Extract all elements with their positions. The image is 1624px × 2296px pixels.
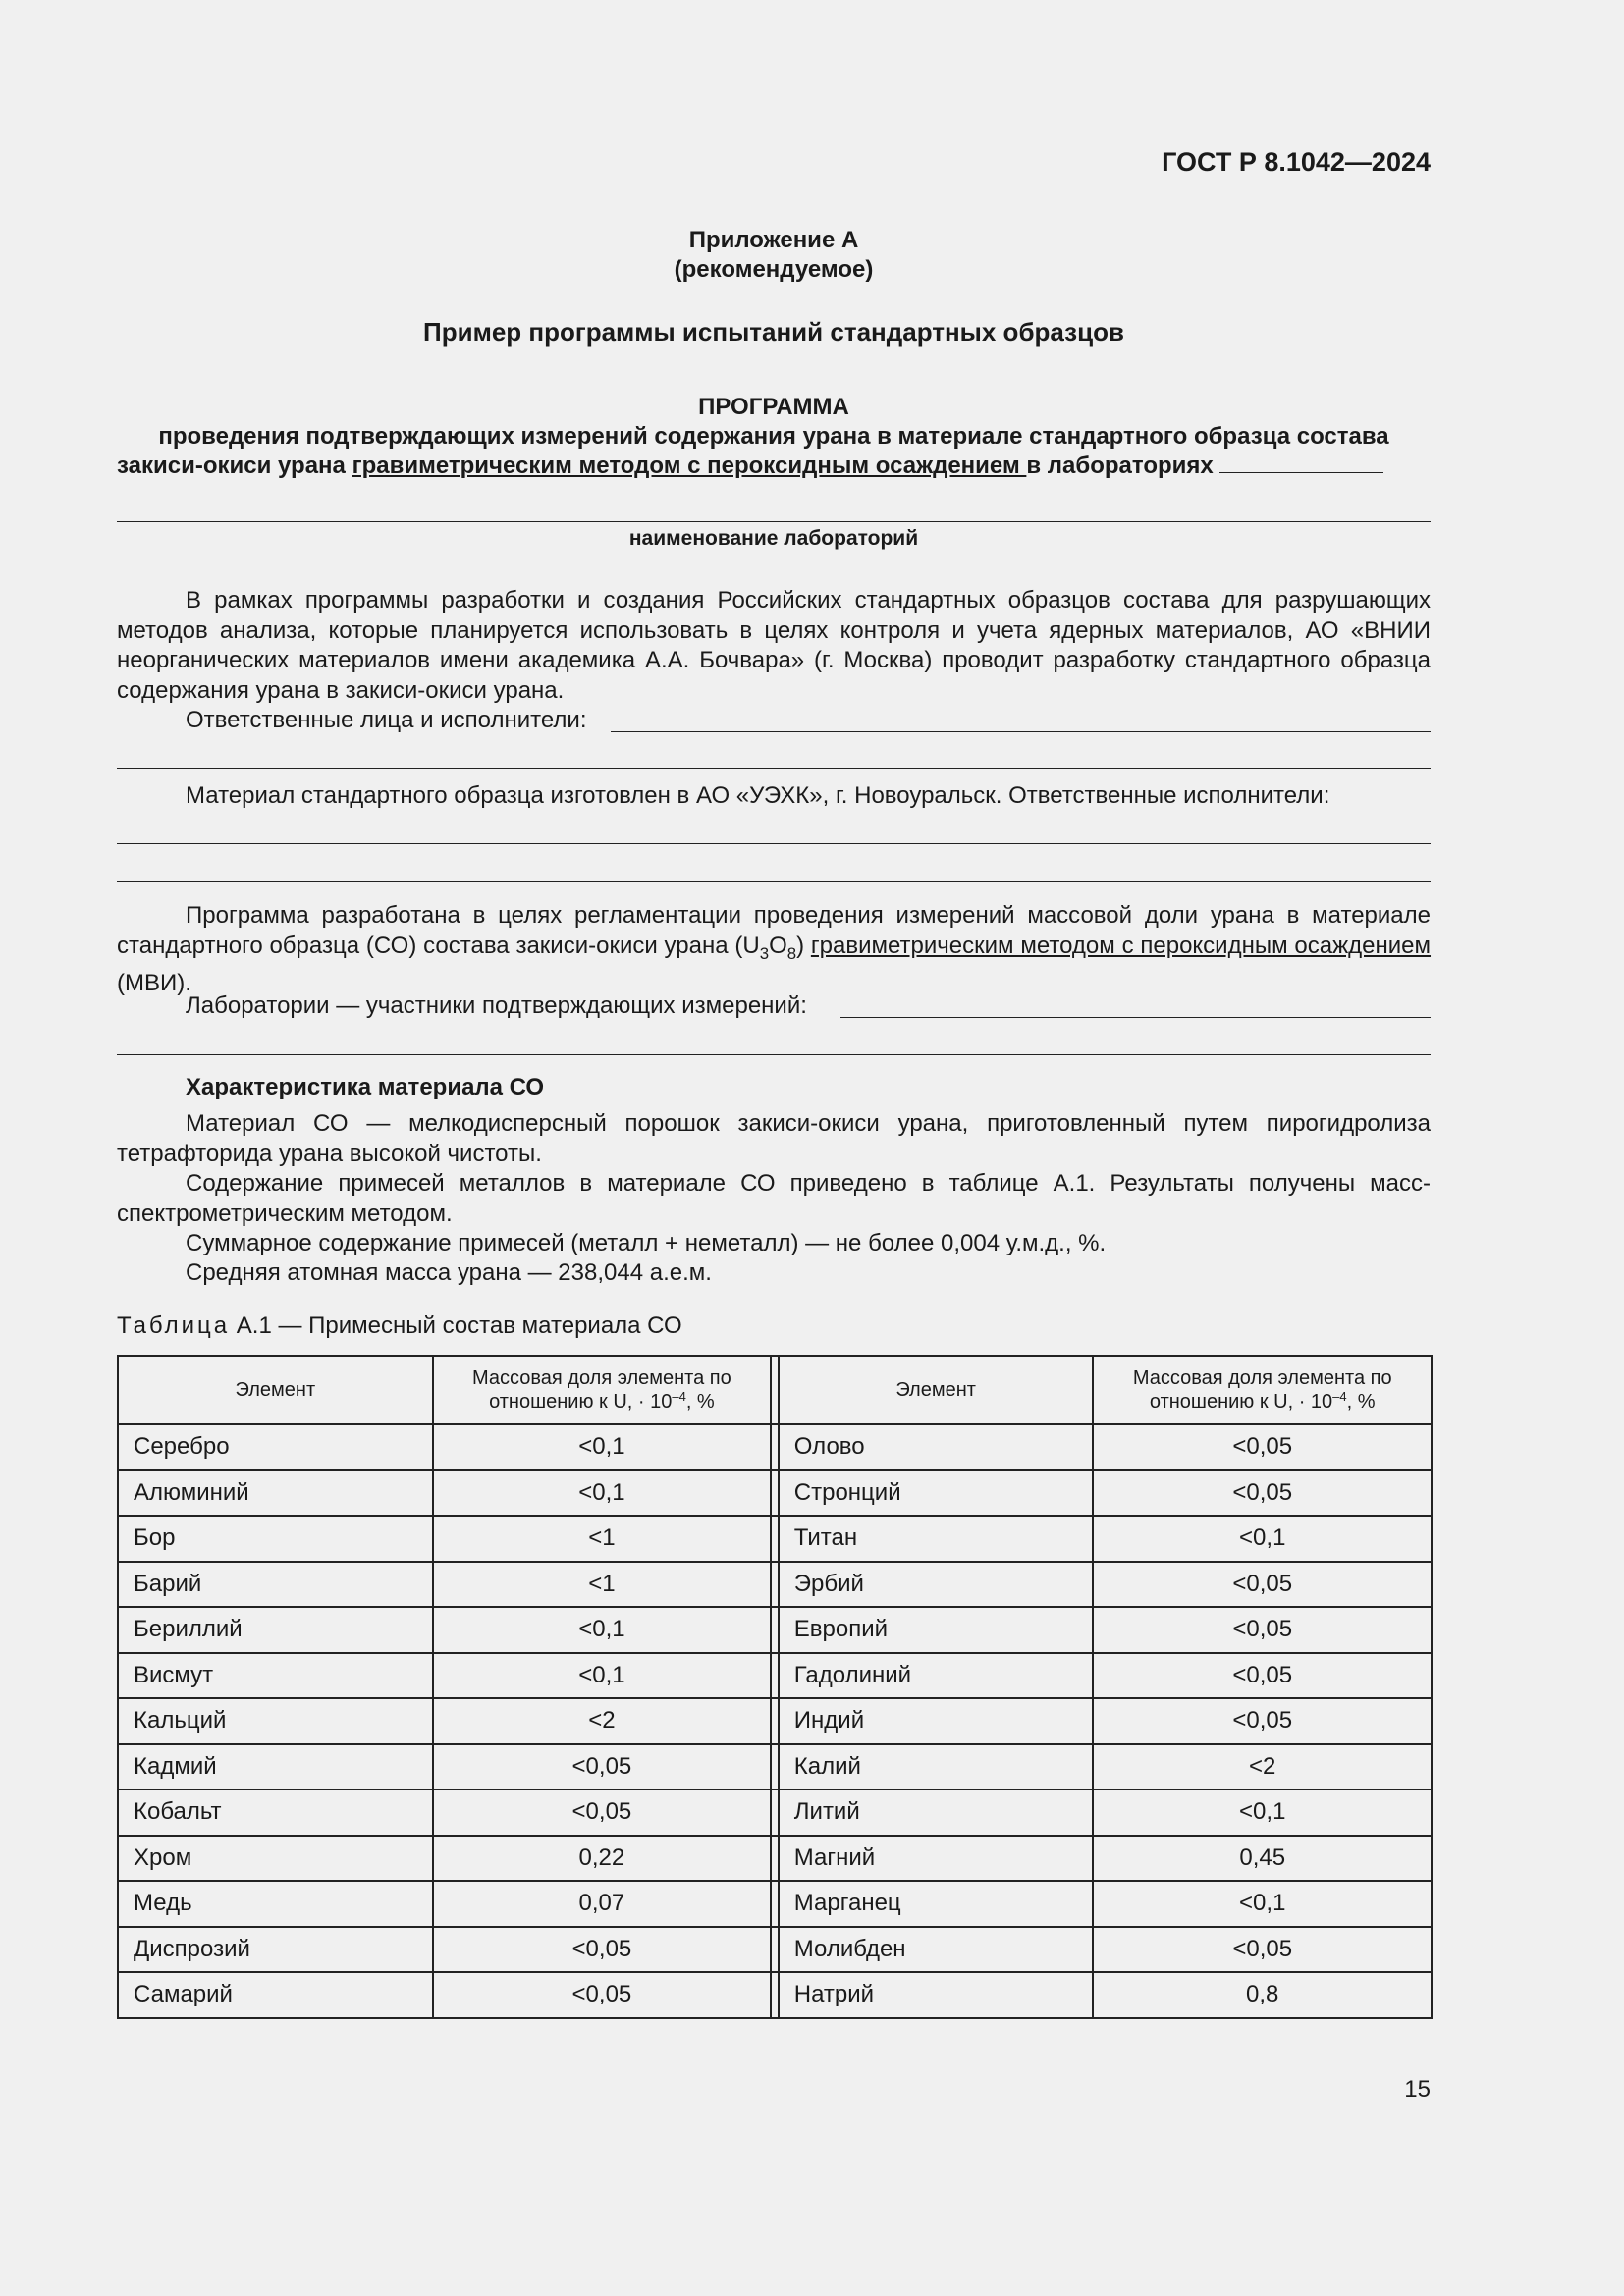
- value-cell: <0,1: [433, 1653, 771, 1699]
- labs-participants-blank: [840, 1017, 1431, 1018]
- table-row: [118, 1836, 1432, 1882]
- element-cell: Титан: [779, 1516, 1094, 1562]
- impurities-description: Содержание примесей металлов в материале СО приведено в таблице А.1. Результаты получены масс-спектрометрическим методом.: [117, 1170, 1431, 1227]
- table-caption: А.1 — Примесный состав материала СО: [230, 1312, 682, 1339]
- value-cell: <1: [433, 1562, 771, 1608]
- value-cell: <0,1: [1093, 1789, 1432, 1836]
- table-row: [118, 1698, 1432, 1744]
- element-cell: Европий: [779, 1607, 1094, 1653]
- table-separator: [771, 1881, 779, 1927]
- table-separator: [771, 1562, 779, 1608]
- table-separator: [771, 1607, 779, 1653]
- value-cell: 0,07: [433, 1881, 771, 1927]
- executors-rule-1: [117, 843, 1431, 844]
- material-description: Материал СО — мелкодисперсный порошок закиси-окиси урана, приготовленный путем пирогидролиза тетрафторида урана высокой чистоты.: [117, 1110, 1431, 1167]
- lab-name-rule: [117, 521, 1431, 522]
- table-row: [118, 1424, 1432, 1470]
- element-cell: Бор: [118, 1516, 433, 1562]
- program-purpose-method: гравиметрическим методом с пероксидным осаждением: [810, 932, 1432, 959]
- table-separator: [771, 1470, 779, 1517]
- value-cell: <0,05: [1093, 1562, 1432, 1608]
- table-header-row: [118, 1356, 1432, 1424]
- table-row: [118, 1927, 1432, 1973]
- element-cell: Хром: [118, 1836, 433, 1882]
- responsible-label: Ответственные лица и исполнители:: [186, 707, 587, 733]
- appendix-heading: [117, 226, 1431, 285]
- value-cell: <0,1: [1093, 1881, 1432, 1927]
- table-row: [118, 1789, 1432, 1836]
- element-cell: Марганец: [779, 1881, 1094, 1927]
- table-body: [118, 1424, 1432, 2018]
- value-cell: <0,05: [1093, 1470, 1432, 1517]
- appendix-title: Приложение А: [688, 227, 859, 253]
- appendix-type: (рекомендуемое): [674, 256, 874, 283]
- program-heading: ПРОГРАММА: [698, 394, 849, 420]
- table-row: [118, 1881, 1432, 1927]
- table-separator: [771, 1698, 779, 1744]
- element-cell: Бериллий: [118, 1607, 433, 1653]
- material-made-line: [117, 781, 1431, 811]
- standard-id: ГОСТ Р 8.1042—2024: [1162, 147, 1431, 177]
- program-line2-start: закиси-окиси урана: [117, 453, 352, 479]
- table-separator: [771, 1424, 779, 1470]
- element-cell: Магний: [779, 1836, 1094, 1882]
- responsible-blank: [611, 731, 1431, 732]
- table-title: [117, 1312, 682, 1340]
- table-row: [118, 1607, 1432, 1653]
- header-element-1: Элемент: [118, 1356, 433, 1424]
- executors-rule-2: [117, 881, 1431, 882]
- value-cell: <0,1: [1093, 1516, 1432, 1562]
- element-cell: Эрбий: [779, 1562, 1094, 1608]
- program-line2-end: в лабораториях: [1026, 453, 1214, 479]
- program-subtitle-line1: проведения подтверждающих измерений содержания урана в материале стандартного образца состава: [158, 423, 1389, 450]
- element-cell: Индий: [779, 1698, 1094, 1744]
- element-cell: Барий: [118, 1562, 433, 1608]
- value-cell: 0,22: [433, 1836, 771, 1882]
- value-cell: <0,1: [433, 1470, 771, 1517]
- header-fraction-2: Массовая доля элемента по отношению к U, · $10^{-4}$, %: [1093, 1356, 1432, 1424]
- value-cell: <0,05: [1093, 1698, 1432, 1744]
- value-cell: <0,05: [1093, 1424, 1432, 1470]
- table-row: [118, 1516, 1432, 1562]
- element-cell: Натрий: [779, 1972, 1094, 2018]
- intro-paragraph: В рамках программы разработки и создания Российских стандартных образцов состава для разрушающих методов анализа, которые планируется использовать в целях контроля и учета ядерных материалов, АО «ВНИИ неорганических материалов имени академика А.А. Бочвара» (г. Москва) проводит разработку стандартного образца содержания урана в закиси-окиси урана.: [117, 587, 1431, 704]
- labs-participants-label: Лаборатории — участники подтверждающих измерений:: [186, 992, 807, 1019]
- table-row: [118, 1653, 1432, 1699]
- responsible-rule: [117, 768, 1431, 769]
- page-number: 15: [1404, 2076, 1431, 2103]
- element-cell: Алюминий: [118, 1470, 433, 1517]
- element-cell: Кальций: [118, 1698, 433, 1744]
- material-made-text: Материал стандартного образца изготовлен в АО «УЭХК», г. Новоуральск. Ответственные исполнители:: [186, 782, 1330, 809]
- value-cell: <2: [1093, 1744, 1432, 1790]
- table-separator: [771, 1356, 779, 1424]
- table-row: [118, 1972, 1432, 2018]
- table-row: [118, 1744, 1432, 1790]
- value-cell: <0,05: [1093, 1607, 1432, 1653]
- value-cell: <0,05: [1093, 1653, 1432, 1699]
- value-cell: <0,05: [433, 1927, 771, 1973]
- element-cell: Стронций: [779, 1470, 1094, 1517]
- labs-participants-rule: [117, 1054, 1431, 1055]
- element-cell: Гадолиний: [779, 1653, 1094, 1699]
- lab-name-blank: [1219, 472, 1383, 473]
- value-cell: <0,05: [433, 1744, 771, 1790]
- value-cell: <0,1: [433, 1424, 771, 1470]
- atomic-mass: Средняя атомная масса урана — 238,044 а.е.м.: [186, 1259, 712, 1286]
- element-cell: Кадмий: [118, 1744, 433, 1790]
- table-row: [118, 1470, 1432, 1517]
- table-row: [118, 1562, 1432, 1608]
- value-cell: <1: [433, 1516, 771, 1562]
- element-cell: Калий: [779, 1744, 1094, 1790]
- impurity-table: [117, 1355, 1433, 2019]
- element-cell: Медь: [118, 1881, 433, 1927]
- characteristic-heading: Характеристика материала СО: [186, 1074, 545, 1100]
- element-cell: Висмут: [118, 1653, 433, 1699]
- value-cell: <0,05: [433, 1789, 771, 1836]
- element-cell: Литий: [779, 1789, 1094, 1836]
- value-cell: 0,45: [1093, 1836, 1432, 1882]
- element-cell: Олово: [779, 1424, 1094, 1470]
- example-title: Пример программы испытаний стандартных образцов: [423, 317, 1124, 347]
- value-cell: <2: [433, 1698, 771, 1744]
- program-subtitle-line2: [117, 452, 1431, 481]
- table-separator: [771, 1789, 779, 1836]
- table-separator: [771, 1927, 779, 1973]
- value-cell: <0,05: [1093, 1927, 1432, 1973]
- table-separator: [771, 1836, 779, 1882]
- total-impurities: Суммарное содержание примесей (металл + неметалл) — не более 0,004 у.м.д., %.: [186, 1230, 1107, 1256]
- header-element-2: Элемент: [779, 1356, 1094, 1424]
- element-cell: Кобальт: [118, 1789, 433, 1836]
- table-separator: [771, 1972, 779, 2018]
- program-purpose-paragraph: Программа разработана в целях регламентации проведения измерений массовой доли урана в материале стандартного образца (СО) состава закиси-окиси урана $(U_3O_8)$ гравиметрическим методом с пероксидным осаждением (МВИ).: [117, 902, 1432, 996]
- element-cell: Серебро: [118, 1424, 433, 1470]
- value-cell: <0,1: [433, 1607, 771, 1653]
- table-label: Таблица: [117, 1312, 231, 1339]
- table-separator: [771, 1653, 779, 1699]
- table-separator: [771, 1516, 779, 1562]
- element-cell: Самарий: [118, 1972, 433, 2018]
- element-cell: Диспрозий: [118, 1927, 433, 1973]
- program-method: гравиметрическим методом с пероксидным осаждением: [352, 453, 1027, 479]
- value-cell: 0,8: [1093, 1972, 1432, 2018]
- lab-name-caption: наименование лабораторий: [628, 527, 919, 550]
- header-fraction-1: Массовая доля элемента по отношению к U, · $10^{-4}$, %: [433, 1356, 771, 1424]
- value-cell: <0,05: [433, 1972, 771, 2018]
- table-separator: [771, 1744, 779, 1790]
- element-cell: Молибден: [779, 1927, 1094, 1973]
